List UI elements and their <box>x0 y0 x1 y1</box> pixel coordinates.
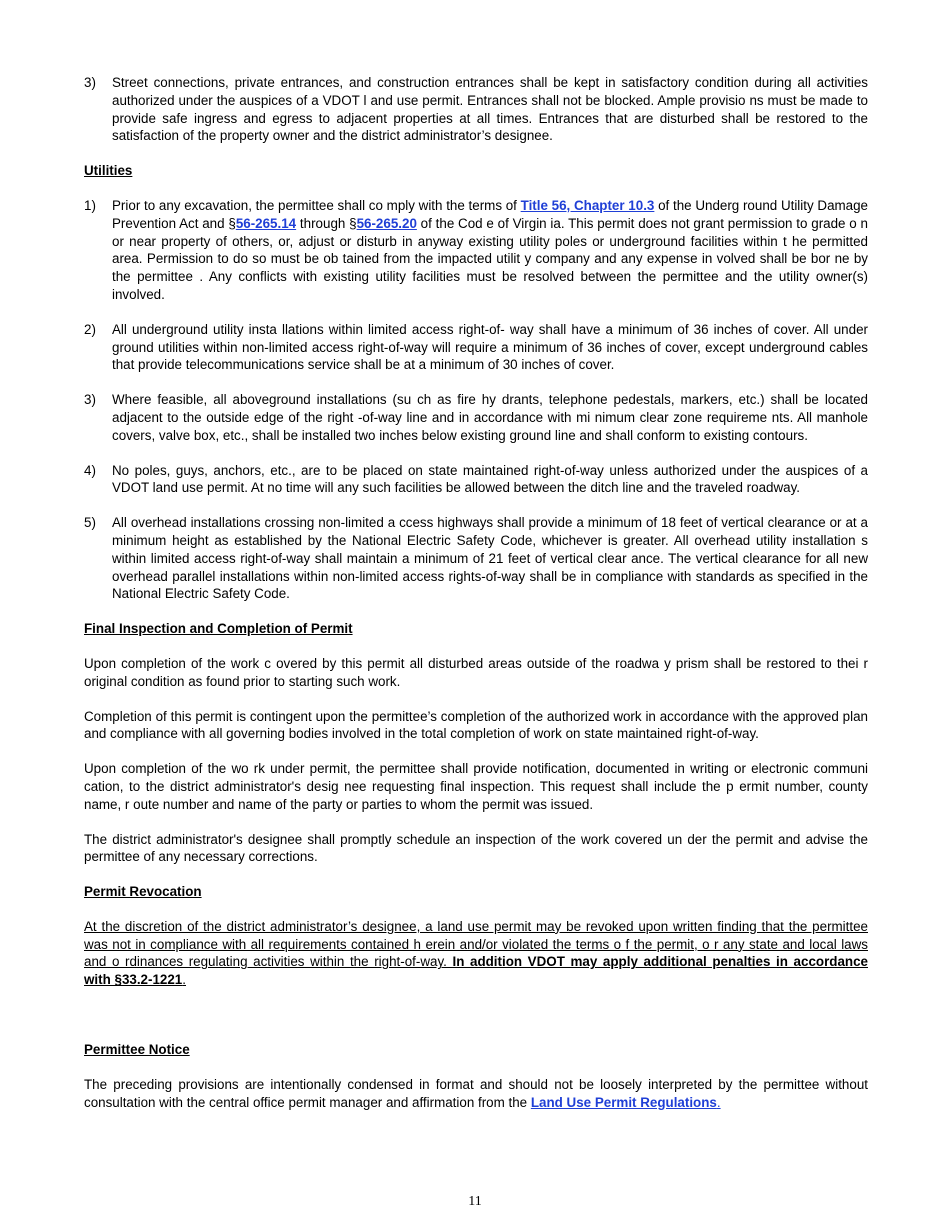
item-text: All underground utility insta llations within limited access right-of- way shall have a minimum of 36 inches of cover. All under ground utilities within non-limited access right-of-way will require a minimum of 36 inches of cover, except underground cables that provide telecommunications service shall be at a minimum of 30 inches of cover. <box>112 321 868 373</box>
title-56-chapter-link[interactable]: Title 56, Chapter 10.3 <box>520 197 655 213</box>
text-segment: Prior to any excavation, the permittee shall co mply with the terms of <box>112 197 521 213</box>
utilities-item-5 <box>84 514 868 603</box>
street-connections-item <box>84 74 868 145</box>
document-body <box>84 74 868 1128</box>
final-inspection-heading: Final Inspection and Completion of Permit <box>84 621 353 637</box>
text-segment: of the Underg round Utility Damage Prevention Act and § <box>112 197 869 231</box>
code-56-265-20-link[interactable]: 56-265.20 <box>356 215 417 231</box>
code-56-265-14-link[interactable]: 56-265.14 <box>235 215 297 231</box>
item-number: 1) <box>84 197 96 213</box>
final-inspection-paragraph-4: The district administrator's designee shall promptly schedule an inspection of the work covered un der the permit and advise the permittee of any necessary corrections. <box>84 831 868 865</box>
final-inspection-paragraph-2: Completion of this permit is contingent upon the permittee’s completion of the authorized work in accordance with the approved plan and compliance with all governing bodies involved in the total completion of work on state maintained right-of-way. <box>84 708 868 742</box>
final-inspection-paragraph-1: Upon completion of the work c overed by this permit all disturbed areas outside of the roadwa y prism shall be restored to thei r original condition as found prior to starting such work. <box>84 655 868 689</box>
text-segment: of the Cod e of Virgin ia. This permit does not grant permission to grade o n or near property of others, or, adjust or disturb in anyway existing utility poles or underground facilities within t he permitted area. Permission to do so must be ob tained from the impacted utilit y company and any expense in volved shall be bor ne by the permittee . Any conflicts with existing utility facilities must be resolved between the permittee and the utility owner(s) involved. <box>112 215 868 302</box>
text-segment: The preceding provisions are intentionally condensed in format and should not be loosely interpreted by the permittee without consultation with the central office permit manager and affirmation from the <box>84 1076 868 1110</box>
text-segment: through § <box>296 215 357 231</box>
item-text <box>112 197 868 304</box>
utilities-item-2 <box>84 321 868 374</box>
land-use-permit-regulations-link[interactable]: Land Use Permit Regulations <box>530 1094 717 1110</box>
utilities-item-3 <box>84 391 868 444</box>
item-text: All overhead installations crossing non-limited a ccess highways shall provide a minimum of 18 feet of vertical clearance or at a minimum height as established by the National Electric Safety Code, whichever is greater. All overhead utility installation s within limited access right-of-way shall maintain a minimum of 21 feet of vertical clear ance. The vertical clearance for all new overhead parallel installations within non-limited access rights-of-way shall be in compliance with standards as specified in the National Electric Safety Code. <box>112 515 868 602</box>
permittee-notice-paragraph <box>84 1076 868 1112</box>
text-segment: At the discretion of the district administrator’s designee, a land use permit may be revoked upon written finding that the permittee was not in compliance with all requirements contained h erein and/or violated the terms o f the permit, o r any state and local laws and o rdinances regulating activities within the right-of-way. <box>84 918 868 970</box>
permit-revocation-heading: Permit Revocation <box>84 884 202 900</box>
final-inspection-paragraph-3: Upon completion of the wo rk under permit, the permittee shall provide notification, documented in writing or electronic communi cation, to the district administrator's desig nee requesting final inspection. This request shall include the p ermit number, county name, r oute number and name of the party or parties to whom the permit was issued. <box>84 761 868 812</box>
item-number: 3) <box>84 75 96 90</box>
section-spacer <box>84 1006 868 1041</box>
text-segment: . <box>716 1094 721 1110</box>
page-number: 11 <box>468 1194 482 1209</box>
utilities-item-4 <box>84 462 868 498</box>
item-text: Where feasible, all aboveground installations (su ch as fire hy drants, telephone pedestals, markers, etc.) shall be located adjacent to the outside edge of the right -of-way line and in accordance with mi nimum clear zone requireme nts. All manhole covers, valve box, etc., shall be installed two inches below existing ground line and shall conform to existing contours. <box>112 392 868 443</box>
text-segment: . <box>182 972 186 988</box>
utilities-item-1 <box>84 197 868 304</box>
permittee-notice-heading: Permittee Notice <box>84 1042 190 1058</box>
item-number: 2) <box>84 321 96 337</box>
item-text: Street connections, private entrances, and construction entrances shall be kept in satisfactory condition during all activities authorized under the auspices of a VDOT l and use permit. Entrances shall not be blocked. Ample provisio ns must be made to provide safe ingress and egress to adjacent properties at all times. Entrances that are disturbed shall be restored to the satisfaction of the property owner and the district administrator’s designee. <box>112 75 868 144</box>
permit-revocation-paragraph <box>84 918 868 989</box>
utilities-heading: Utilities <box>84 163 133 179</box>
item-number: 4) <box>84 462 96 478</box>
item-number: 3) <box>84 392 96 408</box>
penalties-statement: In addition VDOT may apply additional penalties in accordance with §33.2-1221 <box>84 954 868 988</box>
item-number: 5) <box>84 515 96 531</box>
item-text: No poles, guys, anchors, etc., are to be placed on state maintained right-of-way unless authorized under the auspices of a VDOT land use permit. At no time will any such facilities be allowed between the ditch line and the traveled roadway. <box>112 462 868 496</box>
